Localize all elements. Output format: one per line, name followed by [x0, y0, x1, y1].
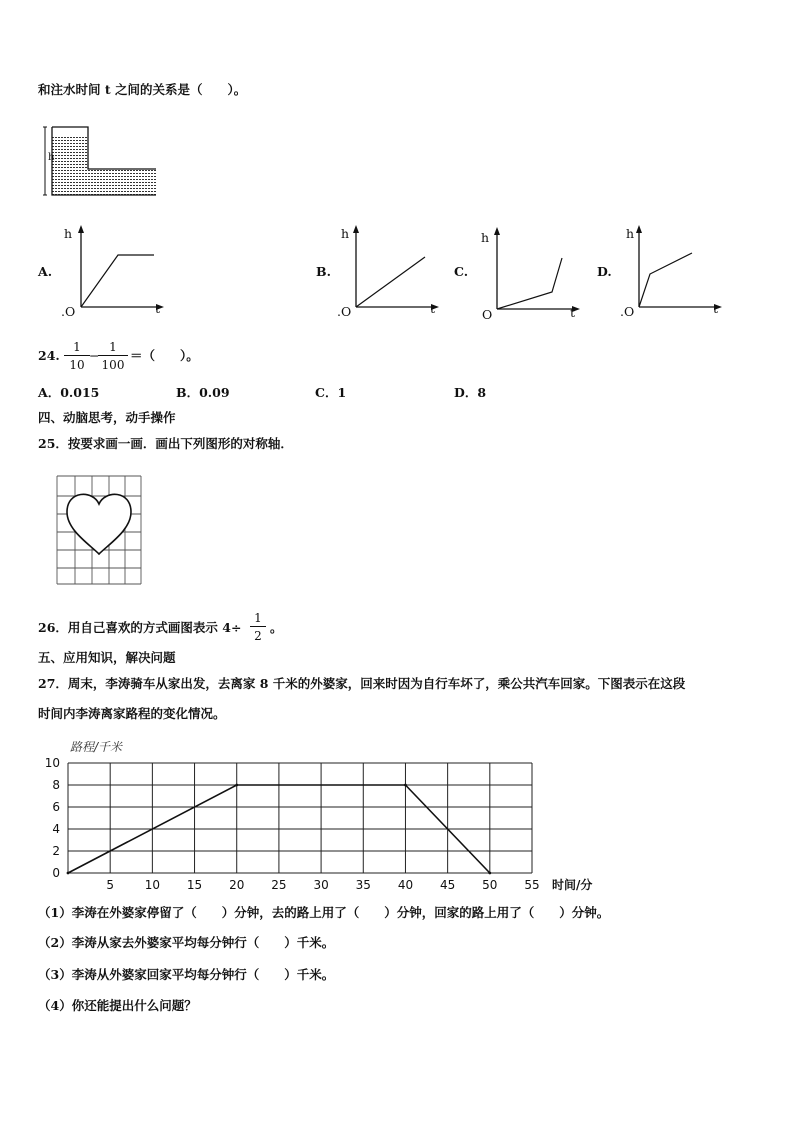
chart-x-tick-label: 20: [229, 878, 245, 892]
q23-intro: 和注水时间 t 之间的关系是（ ）。: [38, 82, 247, 97]
chart-y-tick-label: 4: [52, 822, 60, 836]
chart-x-tick-label: 5: [106, 878, 115, 892]
chart-x-tick-label: 50: [482, 878, 498, 892]
option-d-graph: [624, 220, 724, 315]
q24-option-b-letter: B．: [176, 385, 200, 400]
chart-data-point: [67, 872, 70, 875]
option-d-letter: D.: [597, 264, 612, 279]
chart-x-tick-label: 25: [271, 878, 287, 892]
q24-equals-blank: ＝（ ）。: [130, 348, 199, 363]
chart-data-point: [488, 872, 491, 875]
option-b-y-label: h: [341, 226, 350, 241]
q26-fraction-denominator: 2: [254, 629, 262, 643]
chart-y-tick-label: 6: [52, 800, 60, 814]
option-a-origin: .O: [61, 304, 76, 319]
q26-fraction-numerator: 1: [250, 611, 266, 627]
q24-option-a: [38, 387, 99, 400]
q24-minus: −: [89, 348, 100, 363]
q24-option-c: [315, 387, 346, 400]
chart-x-tick-label: 55: [524, 878, 540, 892]
q24-option-d: [454, 387, 486, 400]
heart-shape: [67, 494, 131, 554]
q26-text: 26．用自己喜欢的方式画图表示 4÷: [38, 620, 242, 635]
q24-fraction-1-numerator: 1: [64, 340, 90, 356]
heart-grid-figure: [55, 474, 145, 586]
option-a-graph: [66, 220, 166, 315]
chart-y-tick-label: 0: [52, 866, 60, 880]
q24-fraction-1: [64, 340, 90, 372]
option-a-letter: A.: [38, 264, 53, 279]
q24-fraction-2-numerator: 1: [98, 340, 128, 356]
option-d-y-label: h: [626, 226, 635, 241]
chart-x-tick-label: 45: [439, 878, 456, 892]
chart-x-tick-label: 15: [186, 878, 203, 892]
option-c-x-label: t: [570, 305, 576, 320]
chart-x-tick-label: 35: [355, 878, 371, 892]
q24-option-b: [176, 387, 230, 400]
chart-x-tick-label: 30: [313, 878, 329, 892]
q24-fraction-1-denominator: 10: [69, 358, 85, 372]
chart-y-axis-label: 路程/千米: [70, 740, 123, 754]
option-a-y-label: h: [64, 226, 73, 241]
chart-x-axis-label: 时间/分: [552, 878, 593, 892]
chart-data-point: [404, 784, 407, 787]
chart-x-tick-label: 10: [144, 878, 161, 892]
option-b-origin: .O: [337, 304, 352, 319]
q27-sub3: （3）李涛从外婆家回家平均每分钟行（ ）千米。: [38, 967, 335, 982]
q26-period: 。: [270, 620, 283, 635]
q24-option-a-letter: A．: [38, 385, 61, 400]
q27-sub1: （1）李涛在外婆家停留了（ ）分钟，去的路上用了（ ）分钟，回家的路上用了（ ）分钟。: [38, 905, 610, 920]
q24-option-b-value: 0.09: [199, 385, 230, 400]
option-b-x-label: t: [430, 301, 436, 316]
q24-fraction-2-denominator: 100: [101, 358, 125, 372]
tank-height-label: h: [48, 152, 55, 163]
distance-time-chart: [30, 735, 650, 895]
q24-fraction-2: [98, 340, 128, 372]
q24-option-d-letter: D．: [454, 385, 478, 400]
option-b-letter: B.: [316, 264, 331, 279]
q24-option-c-letter: C．: [315, 385, 338, 400]
q24-option-c-value: 1: [337, 385, 347, 400]
chart-x-tick-label: 40: [397, 878, 414, 892]
q27-sub4: （4）你还能提出什么问题？: [38, 998, 197, 1013]
q24-option-a-value: 0.015: [60, 385, 100, 400]
q26-fraction: [250, 611, 266, 643]
q24-number: 24.: [38, 348, 60, 363]
option-d-origin: .O: [620, 304, 635, 319]
section-4-title: 四、动脑思考，动手操作: [38, 410, 176, 425]
option-c-y-label: h: [481, 230, 490, 245]
option-c-letter: C.: [454, 264, 469, 279]
q24-option-d-value: 8: [477, 385, 487, 400]
section-5-title: 五、应用知识，解决问题: [38, 650, 176, 665]
option-c-origin: O: [482, 307, 493, 322]
q25-text: 25．按要求画一画．画出下列图形的对称轴．: [38, 436, 293, 451]
q27-line2: 时间内李涛离家路程的变化情况。: [38, 706, 226, 721]
chart-y-tick-label: 10: [44, 756, 60, 770]
option-d-x-label: t: [713, 301, 719, 316]
q27-line1: 27．周末，李涛骑车从家出发，去离家 8 千米的外婆家，回来时因为自行车坏了，乘公共汽车回家。下图表示在这段: [38, 676, 686, 691]
chart-y-tick-label: 2: [52, 844, 60, 858]
option-c-graph: [482, 222, 582, 317]
water-tank-illustration: [40, 125, 160, 200]
option-a-x-label: t: [155, 301, 161, 316]
q27-sub2: （2）李涛从家去外婆家平均每分钟行（ ）千米。: [38, 935, 335, 950]
option-b-graph: [341, 220, 441, 315]
chart-data-point: [235, 784, 238, 787]
chart-y-tick-label: 8: [52, 778, 60, 792]
